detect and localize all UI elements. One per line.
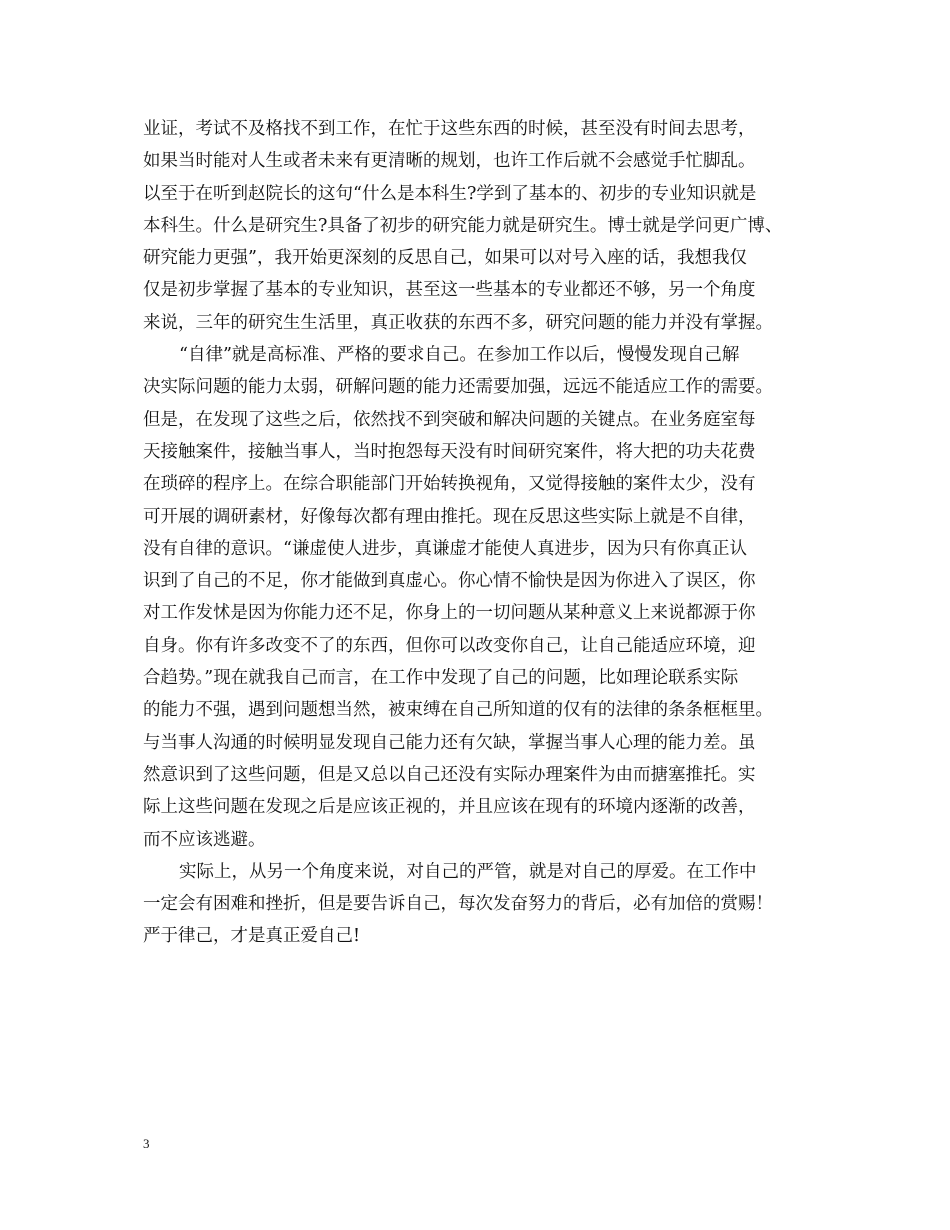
text-line: 对工作发怵是因为你能力还不足，你身上的一切问题从某种意义上来说都源于你	[143, 603, 756, 624]
text-line: 严于律己，才是真正爱自己!	[143, 926, 361, 947]
text-line: 可开展的调研素材，好像每次都有理由推托。现在反思这些实际上就是不自律，	[143, 506, 756, 527]
text-line: 以至于在听到赵院长的这句“什么是本科生?学到了基本的、初步的专业知识就是	[143, 183, 757, 204]
text-line: 业证，考试不及格找不到工作，在忙于这些东西的时候，甚至没有时间去思考，	[143, 119, 756, 139]
text-line: 研究能力更强”，我开始更深刻的反思自己，如果可以对号入座的话，我想我仅	[143, 248, 747, 269]
text-line: 本科生。什么是研究生?具备了初步的研究能力就是研究生。博士就是学问更广博、	[143, 215, 783, 236]
text-line: 而不应该逃避。	[143, 829, 266, 850]
text-line: 仅是初步掌握了基本的专业知识，甚至这一些基本的专业都还不够，另一个角度	[143, 280, 756, 301]
text-line: 识到了自己的不足，你才能做到真虚心。你心情不愉快是因为你进入了误区，你	[143, 571, 756, 592]
paragraph-start-line: 实际上，从另一个角度来说，对自己的严管，就是对自己的厚爱。在工作中	[179, 861, 757, 882]
text-line: 自身。你有许多改变不了的东西，但你可以改变你自己，让自己能适应环境，迎	[143, 635, 756, 656]
body-text	[143, 113, 815, 953]
text-line: 没有自律的意识。“谦虚使人进步，真谦虚才能使人真进步，因为只有你真正认	[143, 538, 747, 559]
text-line: 合趋势。”现在就我自己而言，在工作中发现了自己的问题，比如理论联系实际	[143, 668, 739, 689]
text-line: 的能力不强，遇到问题想当然，被束缚在自己所知道的仅有的法律的条条框框里。	[143, 700, 773, 721]
text-line: 与当事人沟通的时候明显发现自己能力还有欠缺，掌握当事人心理的能力差。虽	[143, 732, 756, 753]
text-line: 决实际问题的能力太弱，研解问题的能力还需要加强，远远不能适应工作的需要。	[143, 377, 773, 398]
page-number: 3	[143, 1136, 150, 1151]
text-line: 但是，在发现了这些之后，依然找不到突破和解决问题的关键点。在业务庭室每	[143, 409, 756, 430]
text-line: 在琐碎的程序上。在综合职能部门开始转换视角，又觉得接触的案件太少，没有	[143, 474, 756, 495]
text-line: 天接触案件，接触当事人，当时抱怨每天没有时间研究案件，将大把的功夫花费	[143, 441, 756, 462]
text-line: 如果当时能对人生或者未来有更清晰的规划，也许工作后就不会感觉手忙脚乱。	[143, 151, 756, 172]
text-line: 然意识到了这些问题，但是又总以自己还没有实际办理案件为由而搪塞推托。实	[143, 764, 756, 785]
text-line: 一定会有困难和挫折，但是要告诉自己，每次发奋努力的背后，必有加倍的赏赐！	[143, 894, 773, 915]
paragraph-start-line: “自律”就是高标准、严格的要求自己。在参加工作以后，慢慢发现自己解	[179, 345, 740, 366]
text-line: 来说，三年的研究生生活里，真正收获的东西不多，研究问题的能力并没有掌握。	[143, 312, 773, 333]
text-line: 际上这些问题在发现之后是应该正视的，并且应该在现有的环境内逐渐的改善，	[143, 797, 756, 818]
